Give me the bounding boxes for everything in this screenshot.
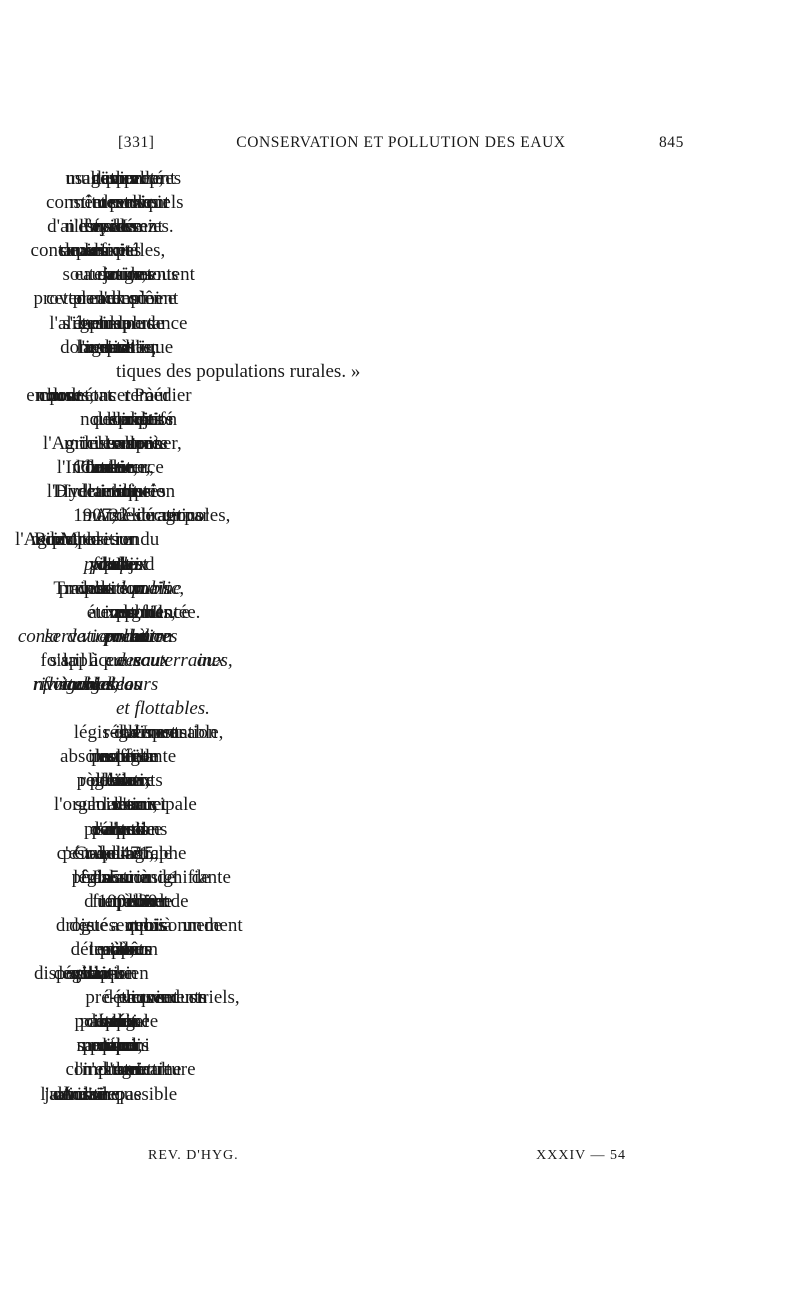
text-line [116, 938, 685, 962]
text-line [116, 432, 685, 456]
body-text [116, 167, 685, 1107]
text-line [116, 649, 685, 673]
text-line [116, 577, 685, 601]
text-line [116, 287, 685, 311]
text-line [116, 215, 685, 239]
italic-segment: et flottables. [116, 698, 210, 720]
journal-signature: REV. D'HYG. [148, 1148, 239, 1163]
text-line [116, 480, 685, 504]
text-line [116, 336, 685, 360]
text-line [116, 986, 685, 1010]
running-title: CONSERVATION ET POLLUTION DES EAUX [236, 134, 566, 151]
text-line [116, 673, 685, 697]
text-line [116, 842, 685, 866]
italic-segment: domaine public [116, 577, 180, 599]
volume-signature: XXXIV — 54 [536, 1148, 626, 1163]
text-line [116, 866, 685, 890]
text-line [116, 697, 685, 721]
text-line [116, 745, 685, 769]
text-line [116, 769, 685, 793]
text-line [116, 528, 685, 552]
text-line [116, 504, 685, 528]
text-line [116, 818, 685, 842]
text-line [116, 1034, 685, 1058]
text-line [116, 1058, 685, 1082]
text-line [116, 167, 685, 191]
text-line [116, 890, 685, 914]
text-line [116, 601, 685, 625]
text-line [116, 263, 685, 287]
italic-segment: des eaux [116, 649, 142, 671]
text-line [116, 312, 685, 336]
text-segment: Le projet de loi visait d'abord [116, 553, 123, 575]
text-line [116, 408, 685, 432]
italic-segment: aux eaux souterraines, aux [141, 649, 225, 671]
text-line [116, 793, 685, 817]
text-line [116, 456, 685, 480]
text-line [116, 553, 685, 577]
section-number: [331] [118, 134, 155, 151]
text-line: tiques des populations rurales. » [116, 360, 361, 382]
text-line [116, 962, 685, 986]
text-line [116, 1010, 685, 1034]
text-line [116, 721, 685, 745]
text-line [116, 1083, 685, 1107]
text-line [116, 239, 685, 263]
text-line [116, 625, 685, 649]
text-line [116, 191, 685, 215]
text-line [116, 914, 685, 938]
page-number: 845 [658, 134, 684, 151]
text-line [116, 384, 685, 408]
